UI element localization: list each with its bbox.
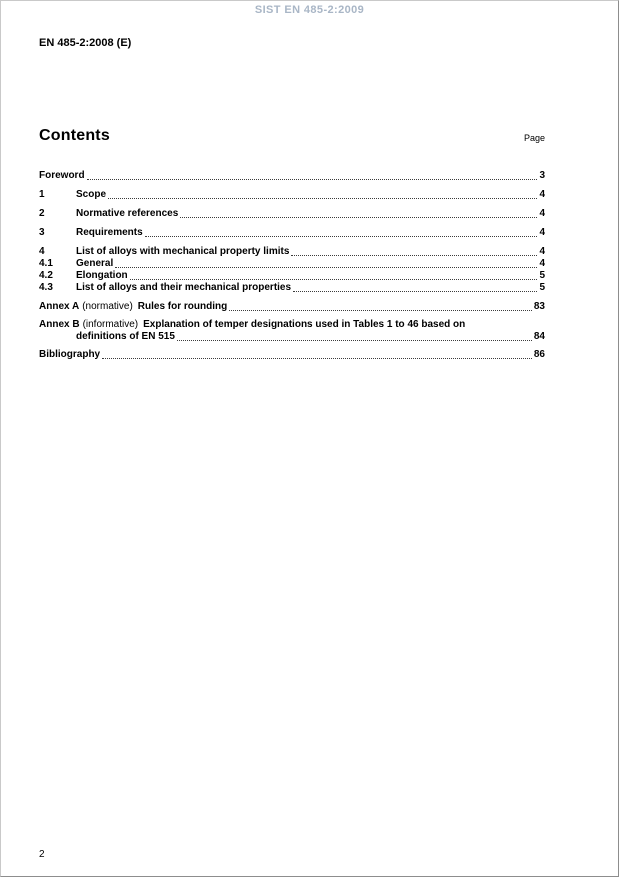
document-reference: EN 485-2:2008 (E) — [39, 37, 132, 49]
dot-leader — [102, 358, 532, 359]
toc-entry-alloys-mechanical-properties — [39, 282, 545, 294]
dot-leader — [145, 236, 538, 237]
toc-entry-label: List of alloys and their mechanical properties — [76, 282, 292, 293]
toc-entry-label: Normative references — [76, 208, 179, 219]
sist-watermark: SIST EN 485-2:2009 — [254, 4, 365, 16]
toc-entry-number: 4.1 — [39, 258, 53, 269]
toc-entry-number: 4.3 — [39, 282, 53, 293]
toc-entry-elongation — [39, 270, 545, 282]
toc-entry-label: Scope — [76, 189, 107, 200]
dot-leader — [115, 267, 537, 268]
toc-entry-label: List of alloys with mechanical property limits — [76, 246, 290, 257]
toc-entry-page: 4 — [539, 189, 545, 200]
toc-entry-label: Elongation — [76, 270, 128, 281]
toc-entry-requirements — [39, 227, 545, 239]
dot-leader — [108, 198, 537, 199]
toc-entry-page: 4 — [539, 208, 545, 219]
dot-leader — [130, 279, 538, 280]
toc-entry-number: 4 — [39, 246, 45, 257]
toc-entry-page: 3 — [539, 170, 545, 181]
dot-leader — [293, 291, 537, 292]
toc-entry-number: 4.2 — [39, 270, 53, 281]
toc-entry-page: 4 — [539, 258, 545, 269]
toc-entry-number: 3 — [39, 227, 45, 238]
toc-entry-bibliography — [39, 349, 545, 361]
toc-entry-label: Requirements — [76, 227, 143, 238]
contents-header — [39, 127, 545, 145]
toc-entry-page: 84 — [533, 331, 545, 342]
toc-entry-annex-b-line2 — [39, 331, 545, 343]
toc-entry-page: 86 — [533, 349, 545, 360]
toc-entry-foreword — [39, 170, 545, 182]
toc-entry-normative-references — [39, 208, 545, 220]
page-column-label: Page — [523, 133, 545, 143]
toc-entry-label: General — [76, 258, 114, 269]
toc-entry-annex-b-line1 — [39, 319, 545, 331]
toc-entry-general — [39, 258, 545, 270]
dot-leader — [180, 217, 537, 218]
toc-entry-page: 83 — [533, 301, 545, 312]
annex-name: Annex B — [39, 319, 80, 330]
toc-entry-label: Bibliography — [39, 349, 101, 360]
dot-leader — [291, 255, 537, 256]
toc-entry-page: 5 — [539, 270, 545, 281]
page-number: 2 — [39, 849, 45, 860]
toc-entry-scope — [39, 189, 545, 201]
toc-entry-number: 1 — [39, 189, 45, 200]
annex-note: (informative) — [82, 319, 139, 330]
dot-leader — [229, 310, 532, 311]
annex-note: (normative) — [82, 301, 133, 312]
contents-title: Contents — [39, 127, 110, 144]
toc-entry-page: 4 — [539, 227, 545, 238]
toc-entry-label: Foreword — [39, 170, 85, 181]
table-of-contents — [39, 170, 545, 361]
annex-name: Annex A — [39, 301, 80, 312]
toc-entry-list-of-alloys — [39, 246, 545, 258]
toc-entry-page: 5 — [539, 282, 545, 293]
toc-entry-number: 2 — [39, 208, 45, 219]
toc-entry-page: 4 — [539, 246, 545, 257]
toc-entry-label: Explanation of temper designations used in Tables 1 to 46 based on — [143, 319, 466, 330]
toc-entry-annex-a — [39, 301, 545, 313]
toc-entry-label-continuation: definitions of EN 515 — [76, 331, 175, 342]
dot-leader — [87, 179, 538, 180]
toc-entry-label: Rules for rounding — [137, 301, 228, 312]
dot-leader — [177, 340, 532, 341]
